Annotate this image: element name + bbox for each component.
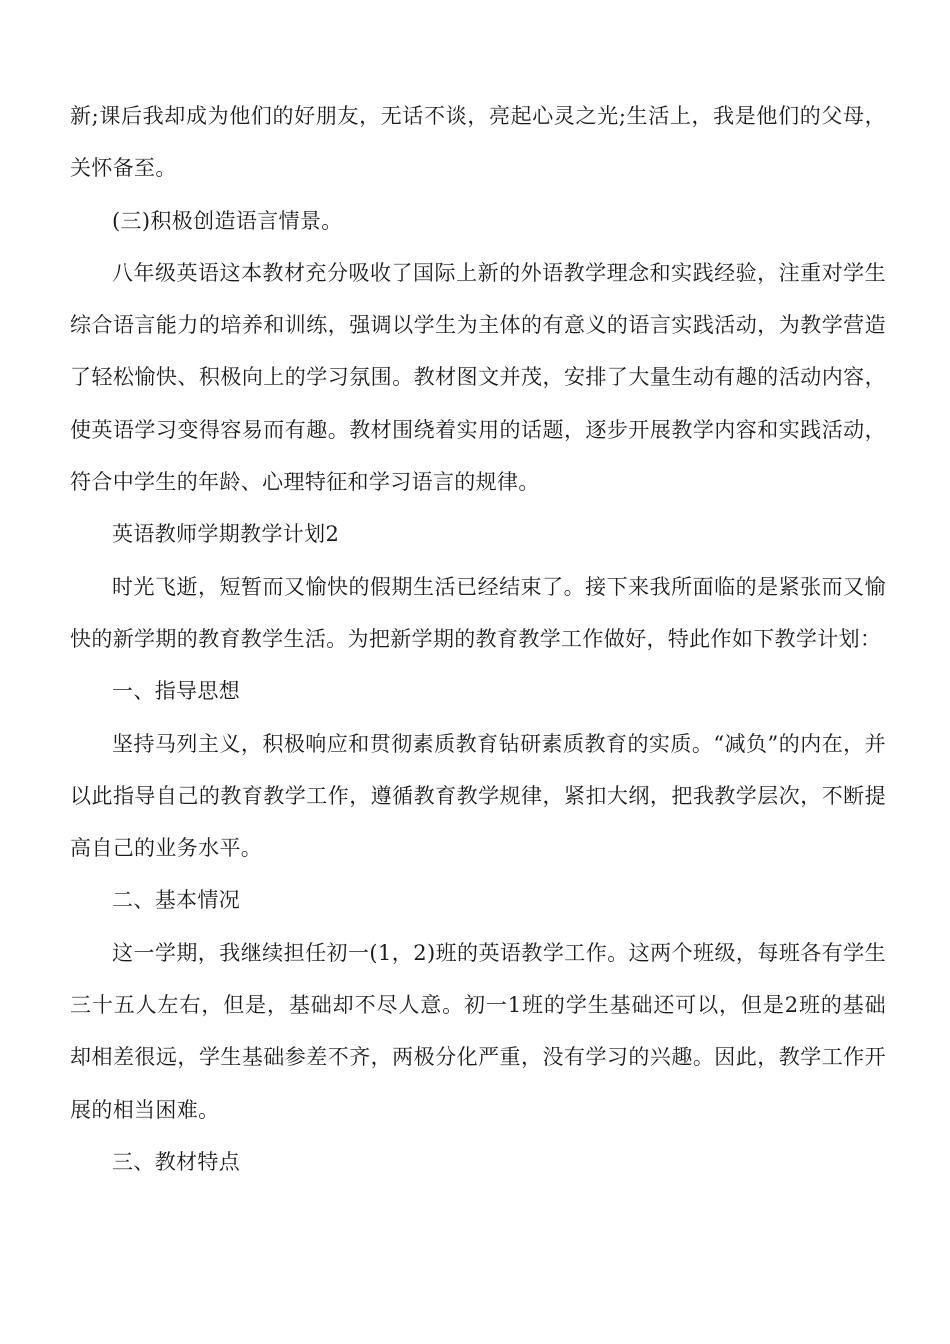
document-subtitle-plan-2: 英语教师学期教学计划2 — [112, 522, 340, 547]
section-heading-basic-situation: 二、基本情况 — [112, 888, 241, 913]
paragraph-basic-situation: 这一学期，我继续担任初一(1，2)班的英语教学工作。这两个班级，每班各有学生三十五人左右，但是，基础却不尽人意。初一1班的学生基础还可以，但是2班的基础却相差很远，学生基础参差不齐，两极分化严重，没有学习的兴趣。因此，教学工作开展的相当困难。 — [70, 940, 886, 1122]
section-heading-guiding-ideology: 一、指导思想 — [112, 679, 241, 704]
paragraph-guiding-ideology: 坚持马列主义，积极响应和贯彻素质教育钻研素质教育的实质。“减负”的内在，并以此指导自己的教育教学工作，遵循教育教学规律，紧扣大纲，把我教学层次，不断提高自己的业务水平。 — [70, 731, 886, 861]
paragraph-textbook-description: 八年级英语这本教材充分吸收了国际上新的外语教学理念和实践经验，注重对学生综合语言能力的培养和训练，强调以学生为主体的有意义的语言实践活动，为教学营造了轻松愉快、积极向上的学习氛围。教材图文并茂，安排了大量生动有趣的活动内容，使英语学习变得容易而有趣。教材围绕着实用的话题，逐步开展教学内容和实践活动，符合中学生的年龄、心理特征和学习语言的规律。 — [70, 260, 886, 495]
paragraph-continuation: 新;课后我却成为他们的好朋友，无话不谈，亮起心灵之光;生活上，我是他们的父母，关怀备至。 — [70, 104, 886, 181]
section-heading-textbook-features: 三、教材特点 — [112, 1149, 241, 1174]
document-body — [70, 90, 886, 1188]
section-heading-language-scene: (三)积极创造语言情景。 — [112, 208, 343, 233]
paragraph-introduction: 时光飞逝，短暂而又愉快的假期生活已经结束了。接下来我所面临的是紧张而又愉快的新学期的教育教学生活。为把新学期的教育教学工作做好，特此作如下教学计划： — [70, 574, 886, 651]
